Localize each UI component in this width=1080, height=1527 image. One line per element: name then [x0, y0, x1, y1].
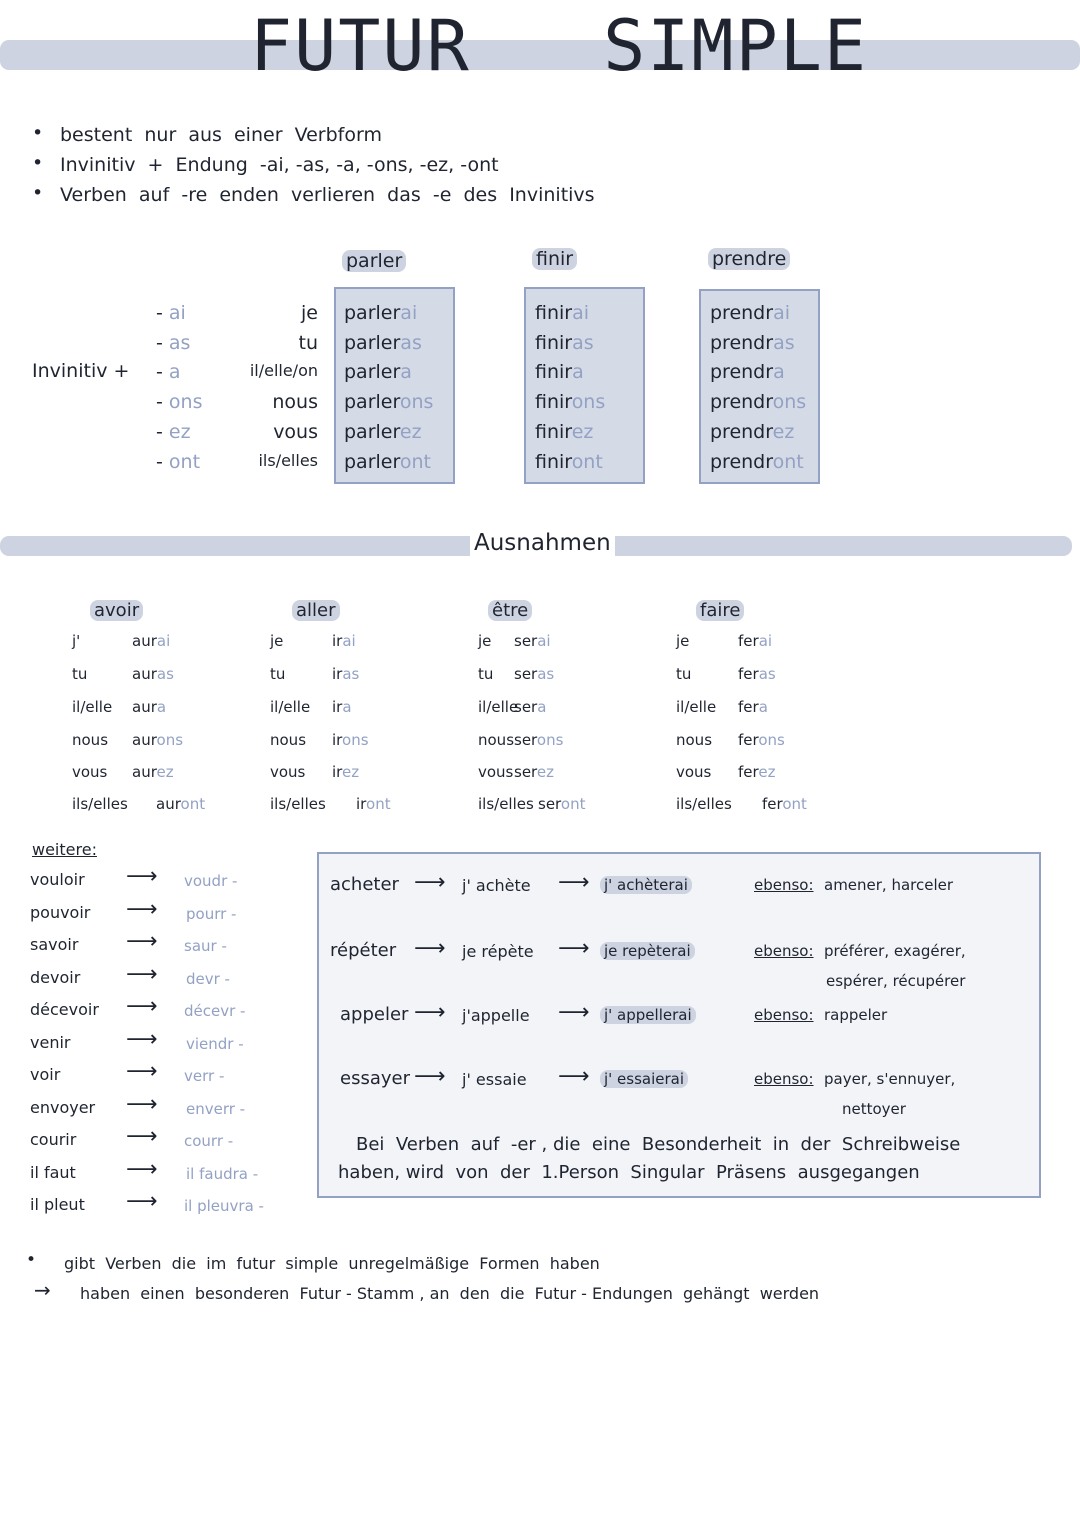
- irregular-pronoun: tu: [270, 665, 286, 683]
- irregular-form: ferons: [738, 731, 785, 749]
- weitere-stem: devr -: [186, 969, 230, 988]
- irregular-form: feront: [762, 795, 807, 813]
- weitere-verb: envoyer: [30, 1097, 96, 1117]
- irregular-form: auront: [156, 795, 206, 813]
- arrow-right-icon: ⟶: [126, 1091, 158, 1117]
- ebenso-label: ebenso:: [754, 876, 814, 894]
- pronoun: je: [301, 302, 318, 324]
- er-future: je repèterai: [600, 942, 695, 960]
- conjugated-form: finirai: [535, 302, 590, 324]
- pronoun: nous: [272, 391, 318, 413]
- conjugated-form: prendrai: [710, 302, 790, 324]
- weitere-stem: enverr -: [186, 1099, 246, 1118]
- irregular-pronoun: il/elle: [270, 698, 311, 716]
- bullet-dot: •: [32, 152, 44, 174]
- irregular-form: irons: [332, 731, 369, 749]
- er-future: j' essaierai: [600, 1070, 688, 1088]
- er-future: j' appellerai: [600, 1006, 696, 1024]
- er-present: j'appelle: [462, 1006, 530, 1025]
- weitere-stem: décevr -: [184, 1002, 246, 1020]
- irregular-form: aurons: [132, 731, 184, 749]
- weitere-stem: verr -: [184, 1067, 225, 1085]
- er-present: j' essaie: [462, 1070, 527, 1089]
- exceptions-title: Ausnahmen: [470, 530, 615, 556]
- ending: - ez: [156, 421, 191, 443]
- ebenso-label: ebenso:: [754, 1070, 814, 1088]
- weitere-verb: pouvoir: [30, 902, 91, 922]
- arrow-right-icon: ⟶: [126, 994, 158, 1019]
- conjugated-form: finiront: [535, 451, 603, 473]
- irregular-pronoun: je: [478, 632, 492, 650]
- arrow-right-icon: ⟶: [558, 1064, 590, 1089]
- conjugated-form: parleront: [344, 451, 432, 473]
- ebenso-verbs: payer, s'ennuyer,: [824, 1070, 956, 1088]
- irregular-verb-header: faire: [696, 600, 744, 621]
- footer-arrow-icon: →: [34, 1278, 51, 1302]
- irregular-pronoun: ils/elles: [72, 795, 128, 813]
- arrow-right-icon: ⟶: [414, 870, 446, 895]
- pronoun: ils/elles: [258, 451, 318, 470]
- bullet-3: Verben auf -re enden verlieren das -e des Invinitivs: [60, 184, 595, 206]
- irregular-pronoun: vous: [676, 763, 712, 781]
- arrow-right-icon: ⟶: [414, 1064, 446, 1089]
- arrow-right-icon: ⟶: [414, 1000, 446, 1025]
- irregular-pronoun: nous: [72, 731, 109, 749]
- weitere-verb: il faut: [30, 1162, 76, 1182]
- arrow-right-icon: ⟶: [558, 870, 590, 895]
- irregular-pronoun: j': [72, 632, 81, 650]
- conjugated-form: prendrez: [710, 421, 795, 443]
- conjugated-form: parlerai: [344, 302, 418, 324]
- irregular-pronoun: tu: [72, 665, 88, 683]
- weitere-stem: courr -: [184, 1132, 234, 1150]
- irregular-verb-header: avoir: [90, 600, 143, 621]
- arrow-right-icon: ⟶: [126, 961, 158, 987]
- ending: - ons: [156, 391, 203, 413]
- ending: - ai: [156, 302, 186, 324]
- weitere-stem: il faudra -: [186, 1164, 259, 1183]
- pronoun: tu: [298, 332, 318, 354]
- weitere-verb: voir: [30, 1065, 61, 1084]
- footer-bullet-dot: •: [26, 1250, 37, 1270]
- bullet-dot: •: [32, 182, 44, 204]
- ebenso-verbs: rappeler: [824, 1006, 888, 1024]
- irregular-form: feras: [738, 665, 776, 683]
- conjugated-form: finira: [535, 361, 584, 383]
- er-infinitive: acheter: [330, 874, 399, 895]
- conjugated-form: finirons: [535, 391, 606, 413]
- ebenso-label: ebenso:: [754, 942, 814, 960]
- arrow-right-icon: ⟶: [126, 896, 158, 922]
- bullet-1: bestent nur aus einer Verbform: [60, 124, 382, 146]
- footer-line-2: haben einen besonderen Futur - Stamm , an den die Futur - Endungen gehängt werden: [80, 1284, 820, 1303]
- bullet-dot: •: [32, 122, 44, 144]
- irregular-pronoun: il/elle: [72, 698, 113, 716]
- conjugated-form: parlera: [344, 361, 412, 383]
- irregular-form: serai: [514, 632, 551, 650]
- arrow-right-icon: ⟶: [126, 864, 158, 889]
- conjugated-form: parlerons: [344, 391, 434, 413]
- irregular-form: auras: [132, 665, 174, 683]
- er-future: j' achèterai: [600, 876, 692, 894]
- irregular-form: seront: [538, 795, 586, 813]
- conjugated-form: finiras: [535, 332, 594, 354]
- weitere-stem: voudr -: [184, 872, 238, 890]
- er-infinitive: répéter: [330, 940, 397, 961]
- er-present: je répète: [462, 942, 534, 961]
- arrow-right-icon: ⟶: [126, 1189, 158, 1214]
- irregular-form: serons: [514, 731, 564, 749]
- ebenso-verbs: amener, harceler: [824, 876, 954, 894]
- irregular-form: sera: [514, 698, 547, 716]
- irregular-form: irez: [332, 763, 360, 781]
- weitere-label: weitere:: [32, 840, 97, 859]
- irregular-form: irai: [332, 632, 356, 650]
- footer-line-1: gibt Verben die im futur simple unregelmäßige Formen haben: [64, 1254, 600, 1273]
- irregular-form: ferez: [738, 763, 776, 781]
- ending: - a: [156, 361, 181, 383]
- er-present: j' achète: [462, 876, 531, 895]
- irregular-pronoun: je: [676, 632, 690, 650]
- weitere-verb: courir: [30, 1130, 77, 1149]
- weitere-stem: saur -: [184, 937, 227, 955]
- verb-header-parler: parler: [342, 250, 406, 272]
- conjugated-form: prendrons: [710, 391, 807, 413]
- arrow-right-icon: ⟶: [126, 929, 158, 954]
- weitere-verb: venir: [30, 1032, 71, 1052]
- irregular-pronoun: vous: [72, 763, 108, 781]
- arrow-right-icon: ⟶: [126, 1156, 158, 1182]
- conjugated-form: prendront: [710, 451, 804, 473]
- irregular-pronoun: tu: [478, 665, 494, 683]
- irregular-verb-header: aller: [292, 600, 340, 621]
- pronoun: il/elle/on: [249, 361, 318, 380]
- irregular-pronoun: vous: [478, 763, 514, 781]
- verb-header-prendre: prendre: [708, 248, 790, 270]
- conjugated-form: parleras: [344, 332, 422, 354]
- irregular-pronoun: ils/elles: [270, 795, 326, 813]
- weitere-stem: viendr -: [186, 1034, 244, 1053]
- ebenso-verbs-2: nettoyer: [842, 1100, 906, 1118]
- irregular-pronoun: ils/elles: [676, 795, 732, 813]
- pronoun: vous: [273, 421, 318, 443]
- irregular-pronoun: tu: [676, 665, 692, 683]
- irregular-pronoun: il/elle: [676, 698, 717, 716]
- weitere-stem: il pleuvra -: [184, 1197, 264, 1215]
- er-infinitive: essayer: [340, 1068, 410, 1089]
- irregular-pronoun: nous: [270, 731, 307, 749]
- arrow-right-icon: ⟶: [126, 1124, 158, 1149]
- er-note-line-1: Bei Verben auf -er , die eine Besonderheit in der Schreibweise: [356, 1134, 961, 1155]
- weitere-verb: savoir: [30, 935, 79, 954]
- irregular-form: ira: [332, 698, 352, 716]
- irregular-form: aurez: [132, 763, 174, 781]
- weitere-verb: décevoir: [30, 1000, 99, 1019]
- irregular-form: ferai: [738, 632, 773, 650]
- weitere-verb: devoir: [30, 967, 81, 987]
- irregular-pronoun: il/elle: [478, 698, 519, 716]
- irregular-form: iront: [356, 795, 391, 813]
- conjugated-form: prendras: [710, 332, 795, 354]
- irregular-pronoun: nous: [478, 731, 515, 749]
- arrow-right-icon: ⟶: [558, 936, 590, 961]
- irregular-form: seras: [514, 665, 555, 683]
- conjugated-form: finirez: [535, 421, 594, 443]
- irregular-form: serez: [514, 763, 554, 781]
- irregular-form: iras: [332, 665, 360, 683]
- er-note-line-2: haben, wird von der 1.Person Singular Präsens ausgegangen: [338, 1162, 920, 1183]
- irregular-form: aurai: [132, 632, 171, 650]
- weitere-verb: il pleut: [30, 1195, 85, 1214]
- ebenso-label: ebenso:: [754, 1006, 814, 1024]
- irregular-form: fera: [738, 698, 768, 716]
- arrow-right-icon: ⟶: [126, 1059, 158, 1084]
- ebenso-verbs-2: espérer, récupérer: [826, 972, 966, 990]
- irregular-verb-header: être: [488, 600, 532, 621]
- ending: - ont: [156, 451, 201, 473]
- er-infinitive: appeler: [340, 1004, 409, 1025]
- ending: - as: [156, 332, 191, 354]
- irregular-pronoun: vous: [270, 763, 306, 781]
- weitere-verb: vouloir: [30, 870, 85, 889]
- irregular-pronoun: je: [270, 632, 284, 650]
- irregular-pronoun: nous: [676, 731, 713, 749]
- bullet-2: Invinitiv + Endung -ai, -as, -a, -ons, -ez, -ont: [60, 154, 499, 176]
- conjugated-form: parlerez: [344, 421, 422, 443]
- ebenso-verbs: préférer, exagérer,: [824, 942, 966, 960]
- arrow-right-icon: ⟶: [126, 1026, 158, 1052]
- page-title: FUTUR SIMPLE: [250, 5, 869, 87]
- infinitive-plus-label: Invinitiv +: [32, 360, 130, 382]
- conjugated-form: prendra: [710, 361, 785, 383]
- verb-header-finir: finir: [532, 248, 577, 270]
- arrow-right-icon: ⟶: [414, 936, 446, 961]
- weitere-stem: pourr -: [186, 904, 237, 923]
- irregular-form: aura: [132, 698, 167, 716]
- arrow-right-icon: ⟶: [558, 1000, 590, 1025]
- irregular-pronoun: ils/elles: [478, 795, 534, 813]
